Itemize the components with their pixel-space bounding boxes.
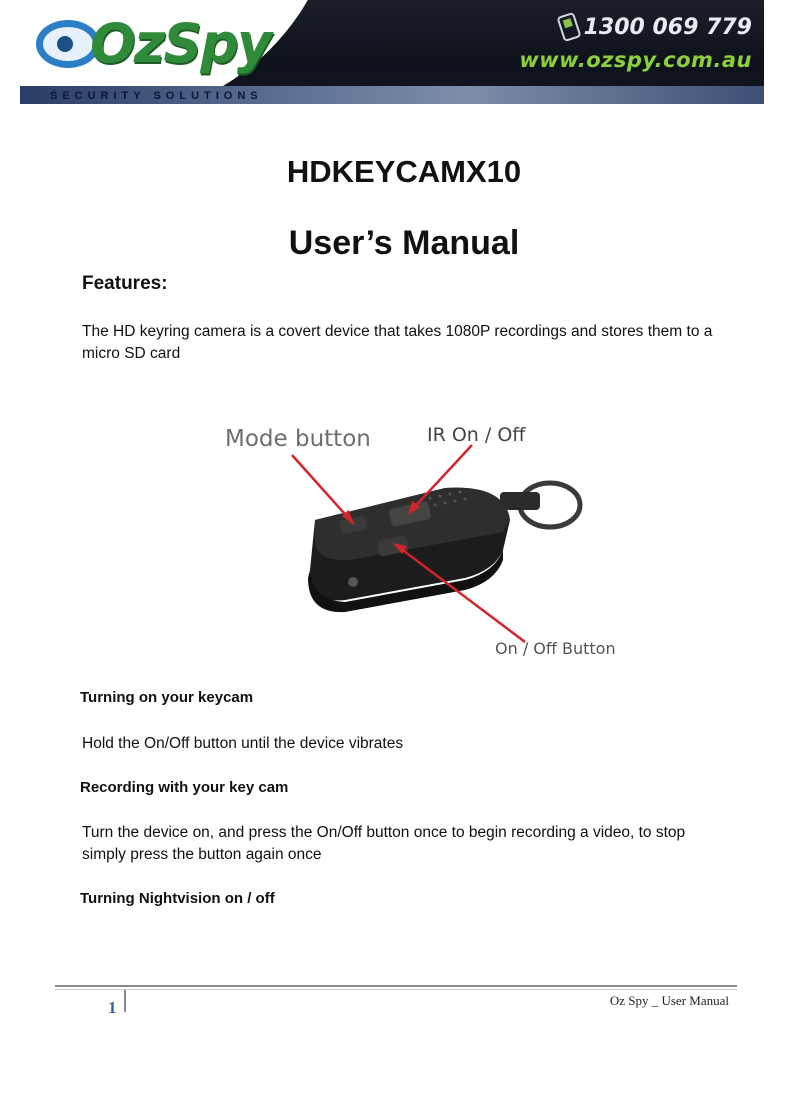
lens-icon — [348, 577, 358, 587]
mobile-phone-icon — [556, 12, 581, 42]
power-button-label: On / Off Button — [495, 639, 616, 658]
key-ring-icon — [500, 483, 580, 527]
section-heading-recording: Recording with your key cam — [80, 779, 289, 796]
page-number-divider — [124, 990, 126, 1012]
header-banner — [20, 0, 764, 104]
ir-label: IR On / Off — [427, 424, 526, 446]
keycam-diagram — [220, 410, 620, 660]
contact-block — [519, 14, 752, 72]
page-number: 1 — [108, 998, 117, 1017]
logo-text: OzSpy — [90, 12, 271, 75]
footer-rule-thin — [55, 989, 737, 990]
document-title: HDKEYCAMX10 — [286, 154, 522, 189]
section-text-recording: Turn the device on, and press the On/Off button once to begin recording a video, to stop simply press the button again once — [82, 824, 686, 863]
mode-button-label: Mode button — [225, 426, 371, 452]
document-subtitle: User’s Manual — [288, 224, 520, 262]
footer-rule — [55, 985, 737, 987]
website-url: www.ozspy.com.au — [519, 48, 752, 72]
intro-paragraph: The HD keyring camera is a covert device that takes 1080P recordings and stores them to a micro SD card — [82, 323, 713, 362]
footer-text: Oz Spy _ User Manual — [609, 993, 729, 1008]
section-text-turning-on: Hold the On/Off button until the device vibrates — [82, 735, 404, 752]
features-heading: Features: — [82, 273, 168, 294]
ozspy-logo — [32, 10, 271, 82]
phone-number — [519, 14, 752, 40]
section-heading-turning-on: Turning on your keycam — [80, 689, 254, 706]
phone-text: 1300 069 779 — [583, 14, 752, 40]
tagline: SECURITY SOLUTIONS — [50, 90, 263, 102]
section-heading-nightvision: Turning Nightvision on / off — [80, 890, 275, 907]
